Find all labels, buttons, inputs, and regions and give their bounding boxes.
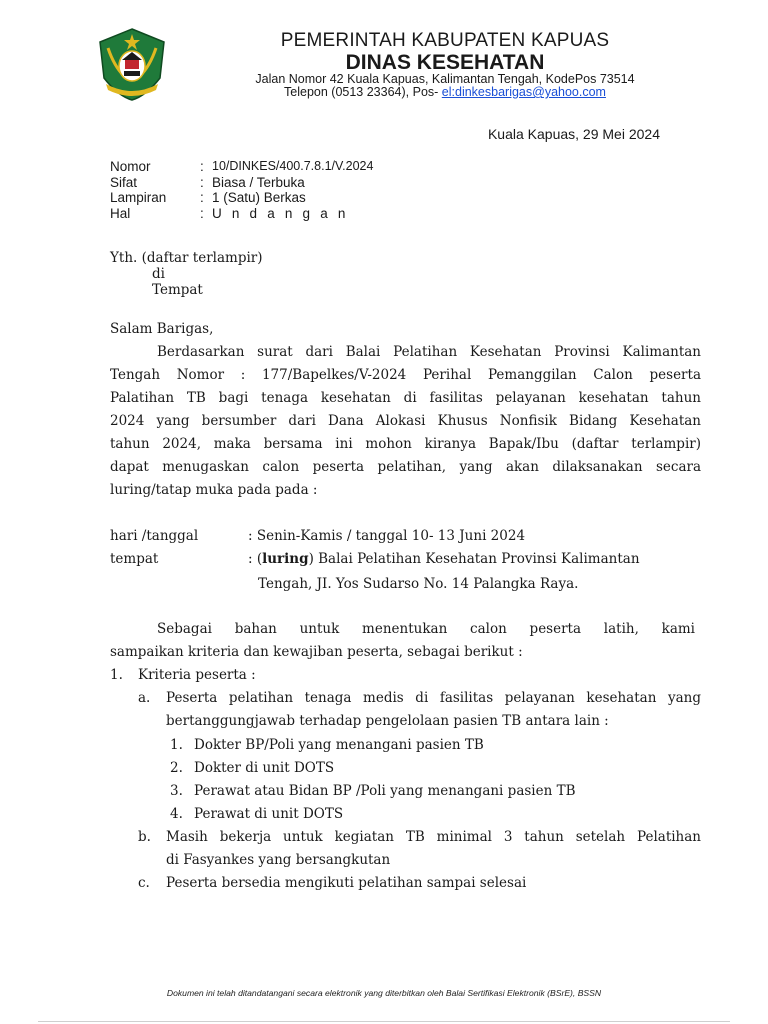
date-value: , 29 Mei 2024 — [575, 126, 660, 142]
addressee-line: Yth. (daftar terlampir) — [110, 250, 263, 266]
body-line: tahun 2024, maka bersama ini mohon kiranya Bapak/Ibu (daftar terlampir) — [110, 436, 701, 452]
criteria-a-text: Peserta pelatihan tenaga medis di fasilitas pelayanan kesehatan yang — [166, 690, 701, 706]
e-signature-footer: Dokumen ini telah ditandatangani secara elektronik yang diterbitkan oleh Balai Sertifikasi Elektronik (BSrE), BSSN — [166, 988, 602, 998]
schedule-place-prefix: : ( — [248, 551, 263, 567]
sub-item-text: Perawat di unit DOTS — [194, 806, 344, 822]
meta-label: Hal — [110, 205, 131, 221]
schedule-place-label: tempat — [110, 551, 159, 567]
letterhead-government: PEMERINTAH KABUPATEN KAPUAS — [280, 30, 610, 51]
meta-colon: : — [200, 159, 204, 174]
criteria-intro-line: sampaikan kriteria dan kewajiban peserta, sebagai berikut : — [110, 644, 523, 660]
letterhead-address: Jalan Nomor 42 Kuala Kapuas, Kalimantan Tengah, KodePos 73514 — [255, 72, 635, 86]
sub-item-number: 4. — [170, 806, 183, 822]
letterhead-email-link[interactable]: el:dinkesbarigas@yahoo.com — [441, 85, 606, 99]
sub-item-text: Dokter BP/Poli yang menangani pasien TB — [194, 737, 484, 753]
kabupaten-kapuas-logo — [94, 26, 170, 102]
criteria-c-marker: c. — [138, 875, 150, 891]
meta-row-sifat — [110, 175, 373, 191]
criteria-b-text: di Fasyankes yang bersangkutan — [166, 852, 391, 868]
criteria-title: Kriteria peserta : — [138, 667, 256, 683]
sub-item-text: Perawat atau Bidan BP /Poli yang menangani pasien TB — [194, 783, 576, 799]
sub-item-number: 1. — [170, 737, 183, 753]
body-line: 2024 yang bersumber dari Dana Alokasi Khusus Nonfisik Bidang Kesehatan — [110, 413, 701, 429]
schedule-place-mode: luring — [262, 551, 309, 567]
meta-value: 1 (Satu) Berkas — [212, 190, 306, 205]
sub-item-number: 2. — [170, 760, 183, 776]
meta-colon: : — [200, 190, 204, 205]
criteria-a-marker: a. — [138, 690, 151, 706]
sub-item-text: Dokter di unit DOTS — [194, 760, 335, 776]
meta-row-hal — [110, 206, 373, 222]
body-line: dapat menugaskan calon peserta pelatihan, yang akan dilaksanakan secara — [110, 459, 701, 475]
criteria-b-text: Masih bekerja untuk kegiatan TB minimal 3 tahun setelah Pelatihan — [166, 829, 701, 845]
meta-value: U n d a n g a n — [212, 205, 349, 221]
date-place: Kuala Kapuas — [487, 126, 576, 142]
logo-house — [125, 59, 139, 69]
body-line: Palatihan TB bagi tenaga kesehatan di fasilitas pelayanan kesehatan tahun — [110, 390, 701, 406]
page-divider — [38, 1021, 730, 1022]
body-line: luring/tatap muka pada pada : — [110, 482, 318, 498]
letterhead-department: DINAS KESEHATAN — [345, 51, 545, 74]
schedule-day-value: : Senin-Kamis / tanggal 10- 13 Juni 2024 — [248, 528, 526, 544]
criteria-number: 1. — [110, 667, 123, 683]
schedule-place-value — [248, 551, 640, 567]
meta-value: 10/DINKES/400.7.8.1/V.2024 — [212, 159, 374, 173]
criteria-c-text: Peserta bersedia mengikuti pelatihan sampai selesai — [166, 875, 527, 891]
meta-colon: : — [200, 174, 204, 190]
letterhead-phone: Telepon (0513 23364), Pos- — [284, 85, 439, 99]
meta-row-nomor — [110, 159, 373, 175]
meta-label: Lampiran — [110, 190, 167, 205]
schedule-day-label: hari /tanggal — [110, 528, 199, 544]
sub-item-number: 3. — [170, 783, 183, 799]
schedule-place-value2: Tengah, JI. Yos Sudarso No. 14 Palangka Raya. — [258, 576, 579, 592]
criteria-intro-line: Sebagai bahan untuk menentukan calon peserta latih, kami — [157, 621, 695, 637]
letterhead-phone-line — [200, 85, 690, 99]
greeting: Salam Barigas, — [110, 321, 214, 337]
letter-meta — [110, 159, 373, 221]
addressee-place: Tempat — [152, 282, 203, 298]
logo-base — [124, 71, 140, 76]
letter-date — [488, 126, 660, 142]
meta-row-lampiran — [110, 190, 373, 206]
addressee-di: di — [152, 266, 165, 282]
schedule-place-text: ) Balai Pelatihan Kesehatan Provinsi Kalimantan — [308, 551, 640, 567]
body-line: Tengah Nomor : 177/Bapelkes/V-2024 Perihal Pemanggilan Calon peserta — [110, 367, 701, 383]
criteria-b-marker: b. — [138, 829, 151, 845]
meta-colon: : — [200, 205, 204, 221]
meta-label: Nomor — [110, 159, 151, 174]
body-line: Berdasarkan surat dari Balai Pelatihan Kesehatan Provinsi Kalimantan — [157, 344, 701, 360]
meta-label: Sifat — [110, 174, 138, 190]
criteria-a-text: bertanggungjawab terhadap pengelolaan pasien TB antara lain : — [166, 713, 609, 729]
meta-value: Biasa / Terbuka — [212, 174, 305, 190]
